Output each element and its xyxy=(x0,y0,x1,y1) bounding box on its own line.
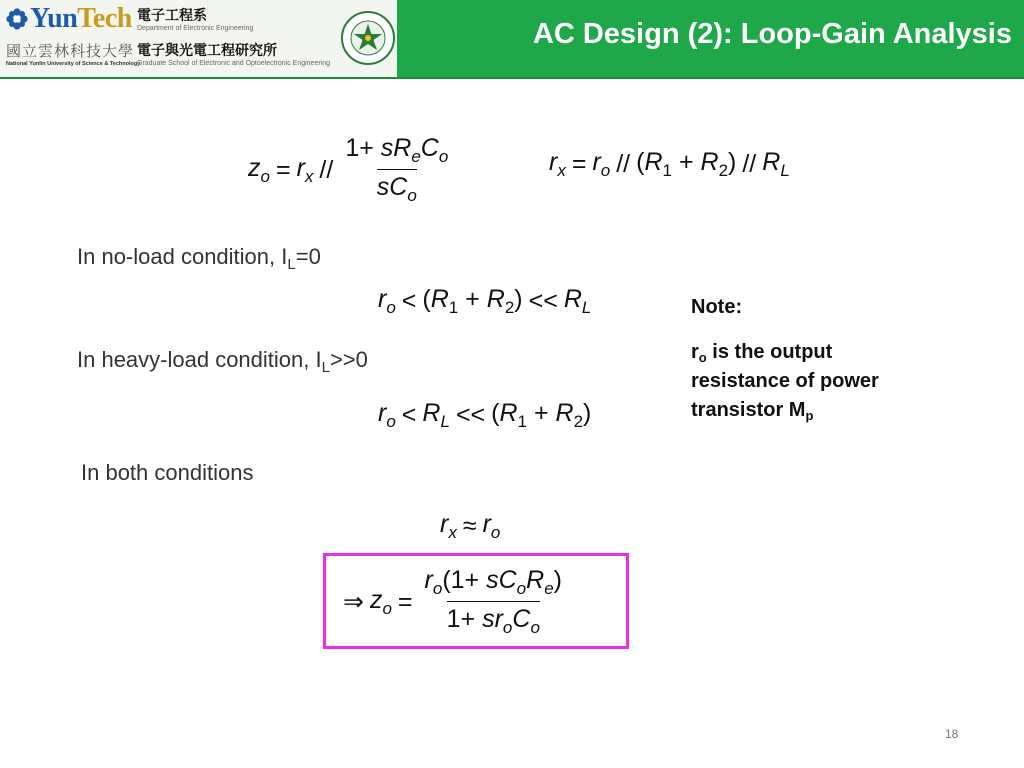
slide-header xyxy=(0,0,1024,77)
university-name-en: National Yunlin University of Science & Technology xyxy=(6,61,141,67)
yuntech-wordmark: YunTech xyxy=(30,3,132,34)
note-line-2: resistance of power xyxy=(691,370,879,392)
university-logo xyxy=(0,0,398,77)
no-load-condition-text: In no-load condition, $I_L=0$ xyxy=(77,244,321,273)
department-name-en: Department of Electronic Engineering xyxy=(137,25,254,32)
title-bar xyxy=(397,0,1024,77)
equation-zo-definition: $z_o$ = $r_x$ // $\frac{1+ sR_eC_o}{sC_o}$ xyxy=(248,134,449,205)
graduate-school-name-cn: 電子與光電工程研究所 xyxy=(137,43,277,59)
heavy-load-condition-text: In heavy-load condition, $I_L>>0$ xyxy=(77,347,368,376)
graduate-school-name-en: Graduate School of Electronic and Optoelectronic Engineering xyxy=(137,60,331,67)
page-number: 18 xyxy=(945,727,959,741)
department-seal-icon xyxy=(340,2,396,74)
yuntech-flower-icon xyxy=(6,8,28,30)
note-line-1: $r_o$ is the output xyxy=(691,341,833,365)
note-heading: Note: xyxy=(691,296,743,318)
equation-zo-result: ⇒ $z_o$ = $\frac{r_o(1+ sC_oR_e)}{1+ sr_oC_o}$ xyxy=(343,566,562,637)
equation-no-load: $r_o$ < $(R_1 + R_2)$ << $R_L$ xyxy=(378,285,592,317)
header-divider xyxy=(0,77,1024,79)
university-name-cn: 國立雲林科技大學 xyxy=(6,42,135,60)
note-line-3: transistor $M_p$ xyxy=(691,399,814,423)
equation-rx-definition: $r_x$ = $r_o$ // $(R_1 + R_2)$ // $R_L$ xyxy=(549,148,790,180)
department-name-cn: 電子工程系 xyxy=(137,8,207,24)
equation-heavy-load: $r_o$ < $R_L$ << $(R_1 + R_2)$ xyxy=(378,399,592,431)
both-conditions-text: In both conditions xyxy=(81,460,254,485)
slide-title: AC Design (2): Loop-Gain Analysis xyxy=(532,18,1012,50)
equation-rx-approx-ro: $r_x$ ≈ $r_o$ xyxy=(440,510,501,542)
